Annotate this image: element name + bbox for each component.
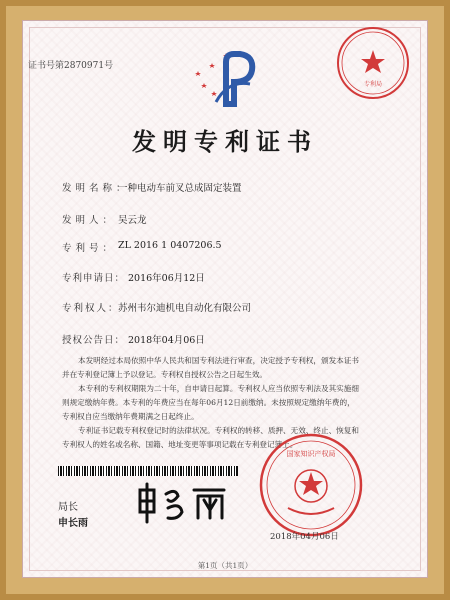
certificate-number: 证书号第2870971号 <box>28 61 114 71</box>
svg-text:国家知识产权局: 国家知识产权局 <box>286 450 336 458</box>
filing-date-label: 专利申请日： <box>62 273 126 284</box>
patentee-value: 苏州韦尔迪机电自动化有限公司 <box>118 303 252 314</box>
body-paragraph: 专利证书记载专利权登记时的法律状况。专利权的转移、质押、无效、终止、恢复和 <box>78 426 359 435</box>
invention-name-label: 发明名称： <box>62 183 130 194</box>
svg-text:专利局: 专利局 <box>363 81 383 88</box>
body-paragraph: 并在专利登记簿上予以登记。专利权自授权公告之日起生效。 <box>62 370 268 379</box>
patent-number-label: 专利号： <box>62 243 117 254</box>
body-paragraph: 专利权人的姓名或名称、国籍、地址变更等事项记载在专利登记簿上。 <box>62 440 298 449</box>
invention-name-value: 一种电动车前叉总成固定装置 <box>118 183 242 194</box>
director-name: 申长雨 <box>58 518 88 529</box>
inventor-value: 吴云龙 <box>118 215 147 226</box>
certificate-title: 发明专利证书 <box>132 127 318 156</box>
patent-number-value: ZL 2016 1 0407206.5 <box>118 240 222 251</box>
grant-date-label: 授权公告日： <box>62 335 126 346</box>
body-paragraph: 则规定缴纳年费。本专利的年费应当在每年06月12日前缴纳。未按照规定缴纳年费的， <box>62 398 355 407</box>
director-title: 局长 <box>58 502 78 513</box>
page-number: 第1页（共1页） <box>197 561 253 570</box>
cnipa-logo-icon <box>188 44 260 112</box>
body-paragraph: 本发明经过本局依照中华人民共和国专利法进行审查，决定授予专利权，颁发本证书 <box>78 356 359 365</box>
seal-date: 2018年04月06日 <box>270 532 339 542</box>
grant-date-value: 2018年04月06日 <box>128 335 205 346</box>
filing-date-value: 2016年06月12日 <box>128 273 205 284</box>
inventor-label: 发明人： <box>62 215 117 226</box>
body-paragraph: 本专利的专利权期限为二十年，自申请日起算。专利权人应当依照专利法及其实施细 <box>78 384 359 393</box>
handwritten-signature <box>132 478 232 528</box>
patentee-label: 专利权人： <box>62 303 120 314</box>
small-seal-icon <box>334 24 412 102</box>
barcode <box>58 466 238 476</box>
official-seal-icon <box>258 432 364 538</box>
body-paragraph: 专利权自应当缴纳年费期满之日起终止。 <box>62 412 199 421</box>
